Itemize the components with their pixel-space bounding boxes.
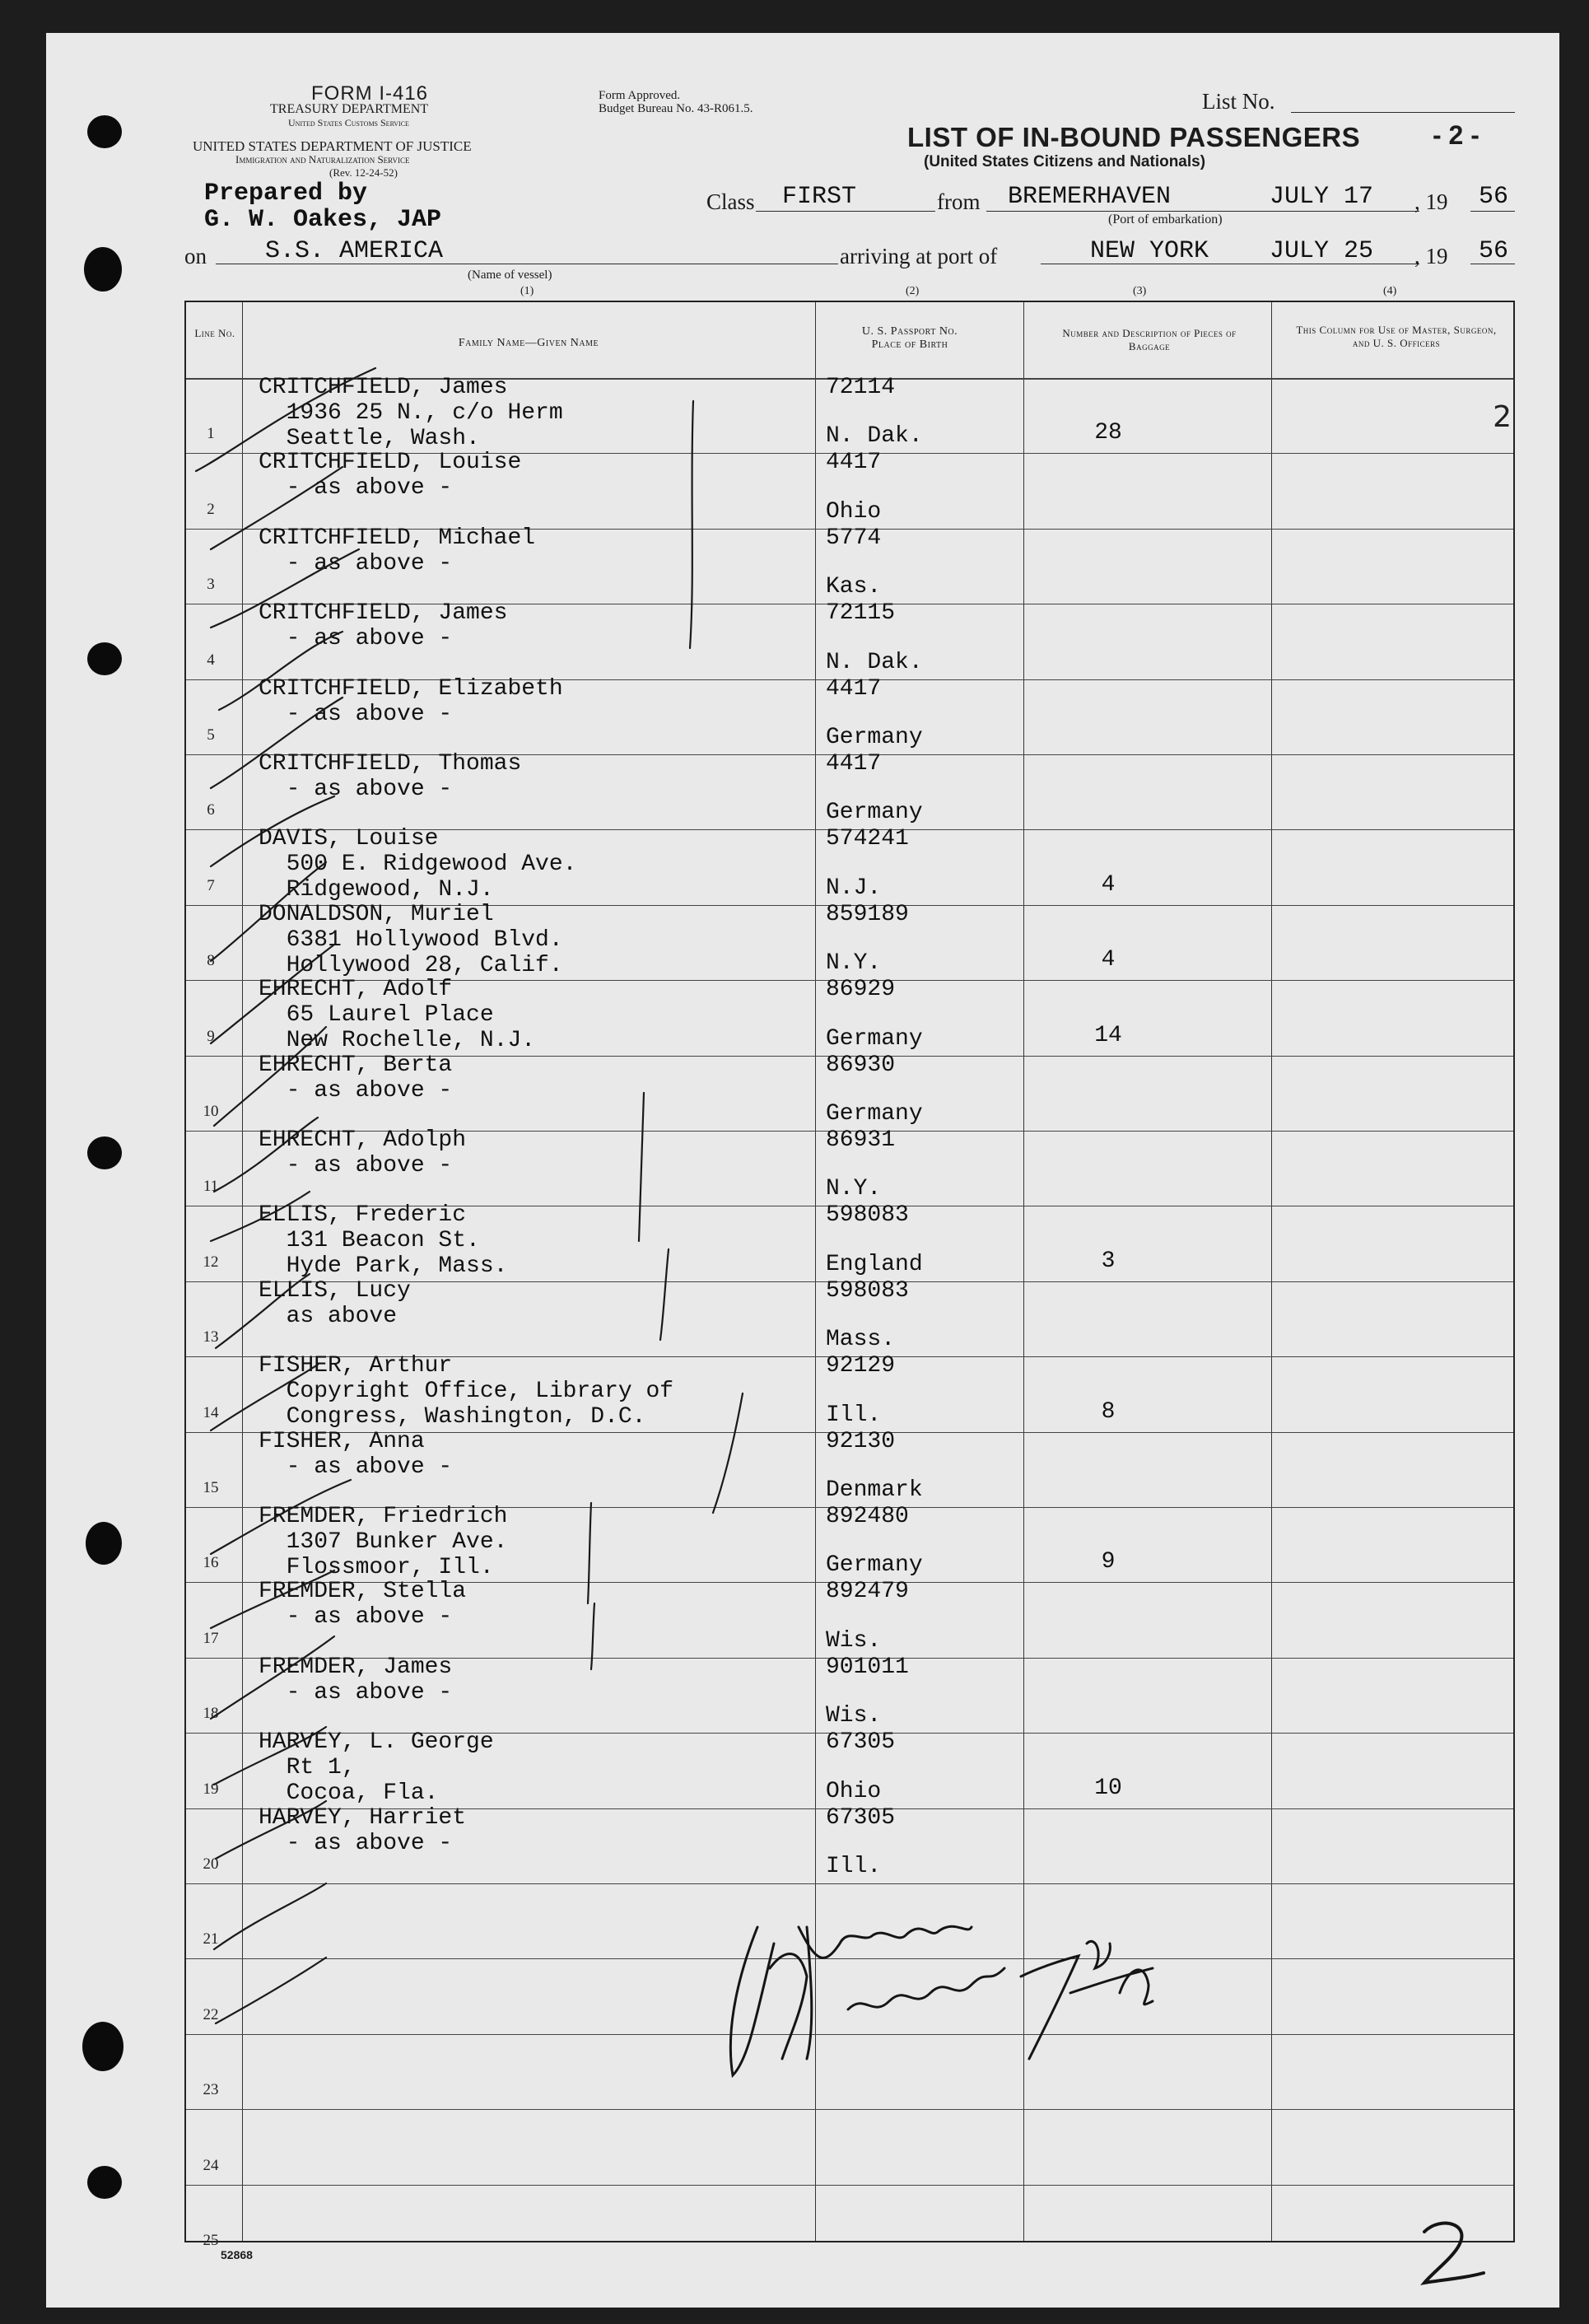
line-number: 7 — [207, 876, 215, 894]
line-number: 3 — [207, 576, 215, 594]
vessel-name: S.S. AMERICA — [265, 237, 444, 265]
class-label: Class — [706, 189, 755, 214]
table-row — [186, 1804, 1513, 1883]
passenger-name: EHRECHT, Adolf 65 Laurel Place New Rochelle, N.J. — [259, 977, 536, 1054]
passenger-name: FREMDER, James - as above - — [259, 1654, 453, 1706]
treasury-dept: TREASURY DEPARTMENT — [270, 102, 429, 116]
place-of-birth: Ill. — [826, 1402, 882, 1428]
line-number: 18 — [203, 1705, 219, 1723]
line-number: 1 — [207, 425, 215, 443]
place-of-birth: Ohio — [826, 1778, 882, 1804]
baggage-count: 10 — [1094, 1775, 1122, 1801]
passport-number: 92129 — [826, 1353, 896, 1379]
arrival-date: JULY 25 — [1270, 237, 1374, 265]
passport-number: 5774 — [826, 525, 882, 551]
punch-hole-7 — [87, 2166, 122, 2199]
form-number: FORM I-416 — [311, 82, 429, 105]
departure-year-prefix: , 19 — [1414, 189, 1448, 214]
line-number: 4 — [207, 651, 215, 669]
prepared-by-name: G. W. Oakes, JAP — [204, 206, 442, 234]
passport-number: 859189 — [826, 901, 909, 927]
passenger-name: CRITCHFIELD, Elizabeth - as above - — [259, 675, 563, 727]
passport-number: 892479 — [826, 1579, 909, 1605]
port-caption: (Port of embarkation) — [1108, 212, 1223, 226]
inspector-initials — [1004, 1919, 1186, 2067]
passenger-name: DAVIS, Louise 500 E. Ridgewood Ave. Ridgewood, N.J. — [259, 826, 577, 903]
passenger-name: HARVEY, L. George Rt 1, Cocoa, Fla. — [259, 1729, 494, 1807]
baggage-count: 4 — [1101, 871, 1116, 898]
punch-hole-1 — [87, 115, 122, 148]
passport-number: 901011 — [826, 1654, 909, 1680]
departure-date: JULY 17 — [1270, 183, 1374, 211]
form-title: LIST OF IN-BOUND PASSENGERS — [907, 122, 1361, 152]
place-of-birth: Germany — [826, 1552, 923, 1579]
line-number: 12 — [203, 1253, 219, 1271]
table-row — [186, 826, 1513, 904]
line-number: 8 — [207, 952, 215, 970]
table-row — [186, 1729, 1513, 1808]
line-number: 20 — [203, 1855, 219, 1873]
table-row — [186, 751, 1513, 829]
place-of-birth: Germany — [826, 1100, 923, 1127]
page-mark: - 2 - — [1433, 120, 1479, 150]
place-of-birth: Wis. — [826, 1703, 882, 1729]
passport-number: 598083 — [826, 1202, 909, 1229]
passenger-name: CRITCHFIELD, Thomas - as above - — [259, 751, 522, 802]
table-row — [186, 1654, 1513, 1733]
passenger-name: FREMDER, Stella - as above - — [259, 1579, 467, 1631]
place-of-birth: Ohio — [826, 498, 882, 525]
list-no-line — [1291, 112, 1515, 113]
place-of-birth: N.J. — [826, 875, 882, 901]
place-of-birth: Kas. — [826, 574, 882, 600]
departure-year: 56 — [1479, 183, 1509, 211]
header-name: Family Name—Given Name — [458, 337, 599, 349]
table-row — [186, 977, 1513, 1055]
passport-number: 86930 — [826, 1052, 896, 1078]
vessel-caption: (Name of vessel) — [468, 268, 552, 282]
col-number-1: (1) — [520, 285, 534, 297]
justice-dept: UNITED STATES DEPARTMENT OF JUSTICE — [193, 138, 472, 154]
line-number: 16 — [203, 1554, 219, 1572]
table-row — [186, 2109, 1513, 2184]
punch-hole-6 — [82, 2022, 123, 2071]
place-of-birth: N.Y. — [826, 950, 882, 977]
passenger-name: CRITCHFIELD, James 1936 25 N., c/o Herm Seattle, Wash. — [259, 375, 563, 451]
from-line — [986, 211, 1419, 212]
table-row — [186, 525, 1513, 604]
line-number: 13 — [203, 1328, 219, 1346]
place-of-birth: Germany — [826, 800, 923, 826]
place-of-birth: Germany — [826, 1025, 923, 1052]
passport-number: 4417 — [826, 675, 882, 702]
col-number-2: (2) — [906, 285, 920, 297]
table-row — [186, 1052, 1513, 1131]
table-row — [186, 600, 1513, 679]
arrival-port: NEW YORK — [1090, 237, 1209, 265]
passport-number: 4417 — [826, 450, 882, 476]
baggage-count: 3 — [1101, 1248, 1116, 1274]
passport-number: 72115 — [826, 600, 896, 627]
baggage-count: 8 — [1101, 1398, 1116, 1425]
punch-hole-4 — [87, 1136, 122, 1169]
budget-bureau: Budget Bureau No. 43-R061.5. — [599, 102, 753, 115]
table-row — [186, 675, 1513, 754]
line-number: 17 — [203, 1629, 219, 1647]
place-of-birth: N. Dak. — [826, 649, 923, 675]
header-baggage: Number and Description of Pieces of Baggage — [1062, 327, 1237, 352]
on-label: on — [184, 244, 207, 268]
passport-number: 86929 — [826, 977, 896, 1003]
ins-service: Immigration and Naturalization Service — [235, 153, 410, 166]
passenger-name: HARVEY, Harriet - as above - — [259, 1804, 467, 1856]
class-line — [756, 211, 935, 212]
passport-number: 67305 — [826, 1804, 896, 1831]
line-number: 10 — [203, 1102, 219, 1120]
punch-hole-5 — [86, 1522, 122, 1565]
baggage-count: 14 — [1094, 1022, 1122, 1048]
customs-service: United States Customs Service — [288, 117, 409, 128]
line-number: 14 — [203, 1403, 219, 1421]
officer-mark: 2 — [1493, 400, 1512, 435]
passport-number: 92130 — [826, 1428, 896, 1454]
line-number: 25 — [203, 2231, 219, 2249]
passenger-name: ELLIS, Frederic 131 Beacon St. Hyde Park, Mass. — [259, 1202, 508, 1280]
place-of-birth: Mass. — [826, 1327, 896, 1353]
line-number: 2 — [207, 500, 215, 518]
header-officers: This Column for Use of Master, Surgeon, and U. S. Officers — [1296, 324, 1497, 349]
passport-number: 72114 — [826, 375, 896, 400]
line-number: 6 — [207, 801, 215, 819]
passport-number: 67305 — [826, 1729, 896, 1756]
table-row — [186, 1202, 1513, 1281]
table-row — [186, 2185, 1513, 2260]
place-of-birth: Wis. — [826, 1627, 882, 1654]
place-of-birth: Germany — [826, 724, 923, 750]
from-port: BREMERHAVEN — [1008, 183, 1172, 211]
line-number: 9 — [207, 1027, 215, 1045]
passenger-name: DONALDSON, Muriel 6381 Hollywood Blvd. Hollywood 28, Calif. — [259, 901, 563, 978]
arrival-year: 56 — [1479, 237, 1509, 265]
list-no-label: List No. — [1202, 89, 1275, 114]
departure-year-line — [1470, 211, 1515, 212]
line-number: 5 — [207, 726, 215, 744]
line-number: 22 — [203, 2005, 219, 2023]
arrival-year-prefix: , 19 — [1414, 244, 1448, 268]
passenger-name: EHRECHT, Adolph - as above - — [259, 1127, 467, 1178]
table-row — [186, 1277, 1513, 1356]
header-passport: U. S. Passport No. Place of Birth — [861, 325, 958, 351]
form-approved: Form Approved. — [599, 89, 681, 102]
line-number: 15 — [203, 1478, 219, 1496]
punch-hole-2 — [84, 247, 122, 292]
table-row — [186, 450, 1513, 528]
passenger-name: CRITCHFIELD, James - as above - — [259, 600, 508, 652]
place-of-birth: Denmark — [826, 1477, 923, 1503]
passenger-name: EHRECHT, Berta - as above - — [259, 1052, 453, 1104]
passport-number: 4417 — [826, 751, 882, 777]
passenger-name: CRITCHFIELD, Louise - as above - — [259, 450, 522, 502]
table-row — [186, 1353, 1513, 1431]
col-number-4: (4) — [1383, 285, 1397, 297]
arriving-label: arriving at port of — [840, 244, 998, 268]
place-of-birth: Ill. — [826, 1853, 882, 1879]
form-revision: (Rev. 12-24-52) — [329, 166, 398, 179]
officer-signature — [708, 1894, 1021, 2092]
passport-number: 892480 — [826, 1504, 909, 1529]
table-row — [186, 901, 1513, 980]
line-number: 11 — [203, 1178, 219, 1196]
passport-number: 86931 — [826, 1127, 896, 1153]
place-of-birth: N.Y. — [826, 1176, 882, 1202]
col-number-3: (3) — [1133, 285, 1147, 297]
place-of-birth: N. Dak. — [826, 423, 923, 450]
table-row — [186, 1127, 1513, 1206]
passenger-name: FREMDER, Friedrich 1307 Bunker Ave. Flossmoor, Ill. — [259, 1504, 508, 1580]
line-number: 24 — [203, 2156, 219, 2174]
passenger-name: FISHER, Anna - as above - — [259, 1428, 453, 1480]
table-row — [186, 1504, 1513, 1582]
form-subtitle: (United States Citizens and Nationals) — [924, 153, 1206, 170]
class-value: FIRST — [782, 183, 857, 211]
baggage-count: 9 — [1101, 1549, 1116, 1575]
table-row — [186, 1428, 1513, 1507]
header-line-no: Line No. — [194, 327, 235, 339]
table-row — [186, 375, 1513, 453]
corner-number-2 — [1416, 2215, 1490, 2289]
passenger-name: ELLIS, Lucy as above — [259, 1277, 411, 1329]
line-number: 21 — [203, 1930, 219, 1948]
baggage-count: 4 — [1101, 947, 1116, 973]
passport-number: 574241 — [826, 826, 909, 852]
footer-code: 52868 — [221, 2248, 253, 2261]
passenger-name: FISHER, Arthur Copyright Office, Library of Congress, Washington, D.C. — [259, 1353, 674, 1430]
line-number: 19 — [203, 1780, 219, 1798]
line-number: 23 — [203, 2081, 219, 2099]
baggage-count: 28 — [1094, 420, 1122, 446]
passport-number: 598083 — [826, 1277, 909, 1304]
table-row — [186, 1579, 1513, 1657]
from-label: from — [937, 189, 981, 214]
passenger-name: CRITCHFIELD, Michael - as above - — [259, 525, 536, 576]
punch-hole-3 — [87, 642, 122, 675]
place-of-birth: England — [826, 1251, 923, 1277]
prepared-by-label: Prepared by — [204, 180, 368, 208]
